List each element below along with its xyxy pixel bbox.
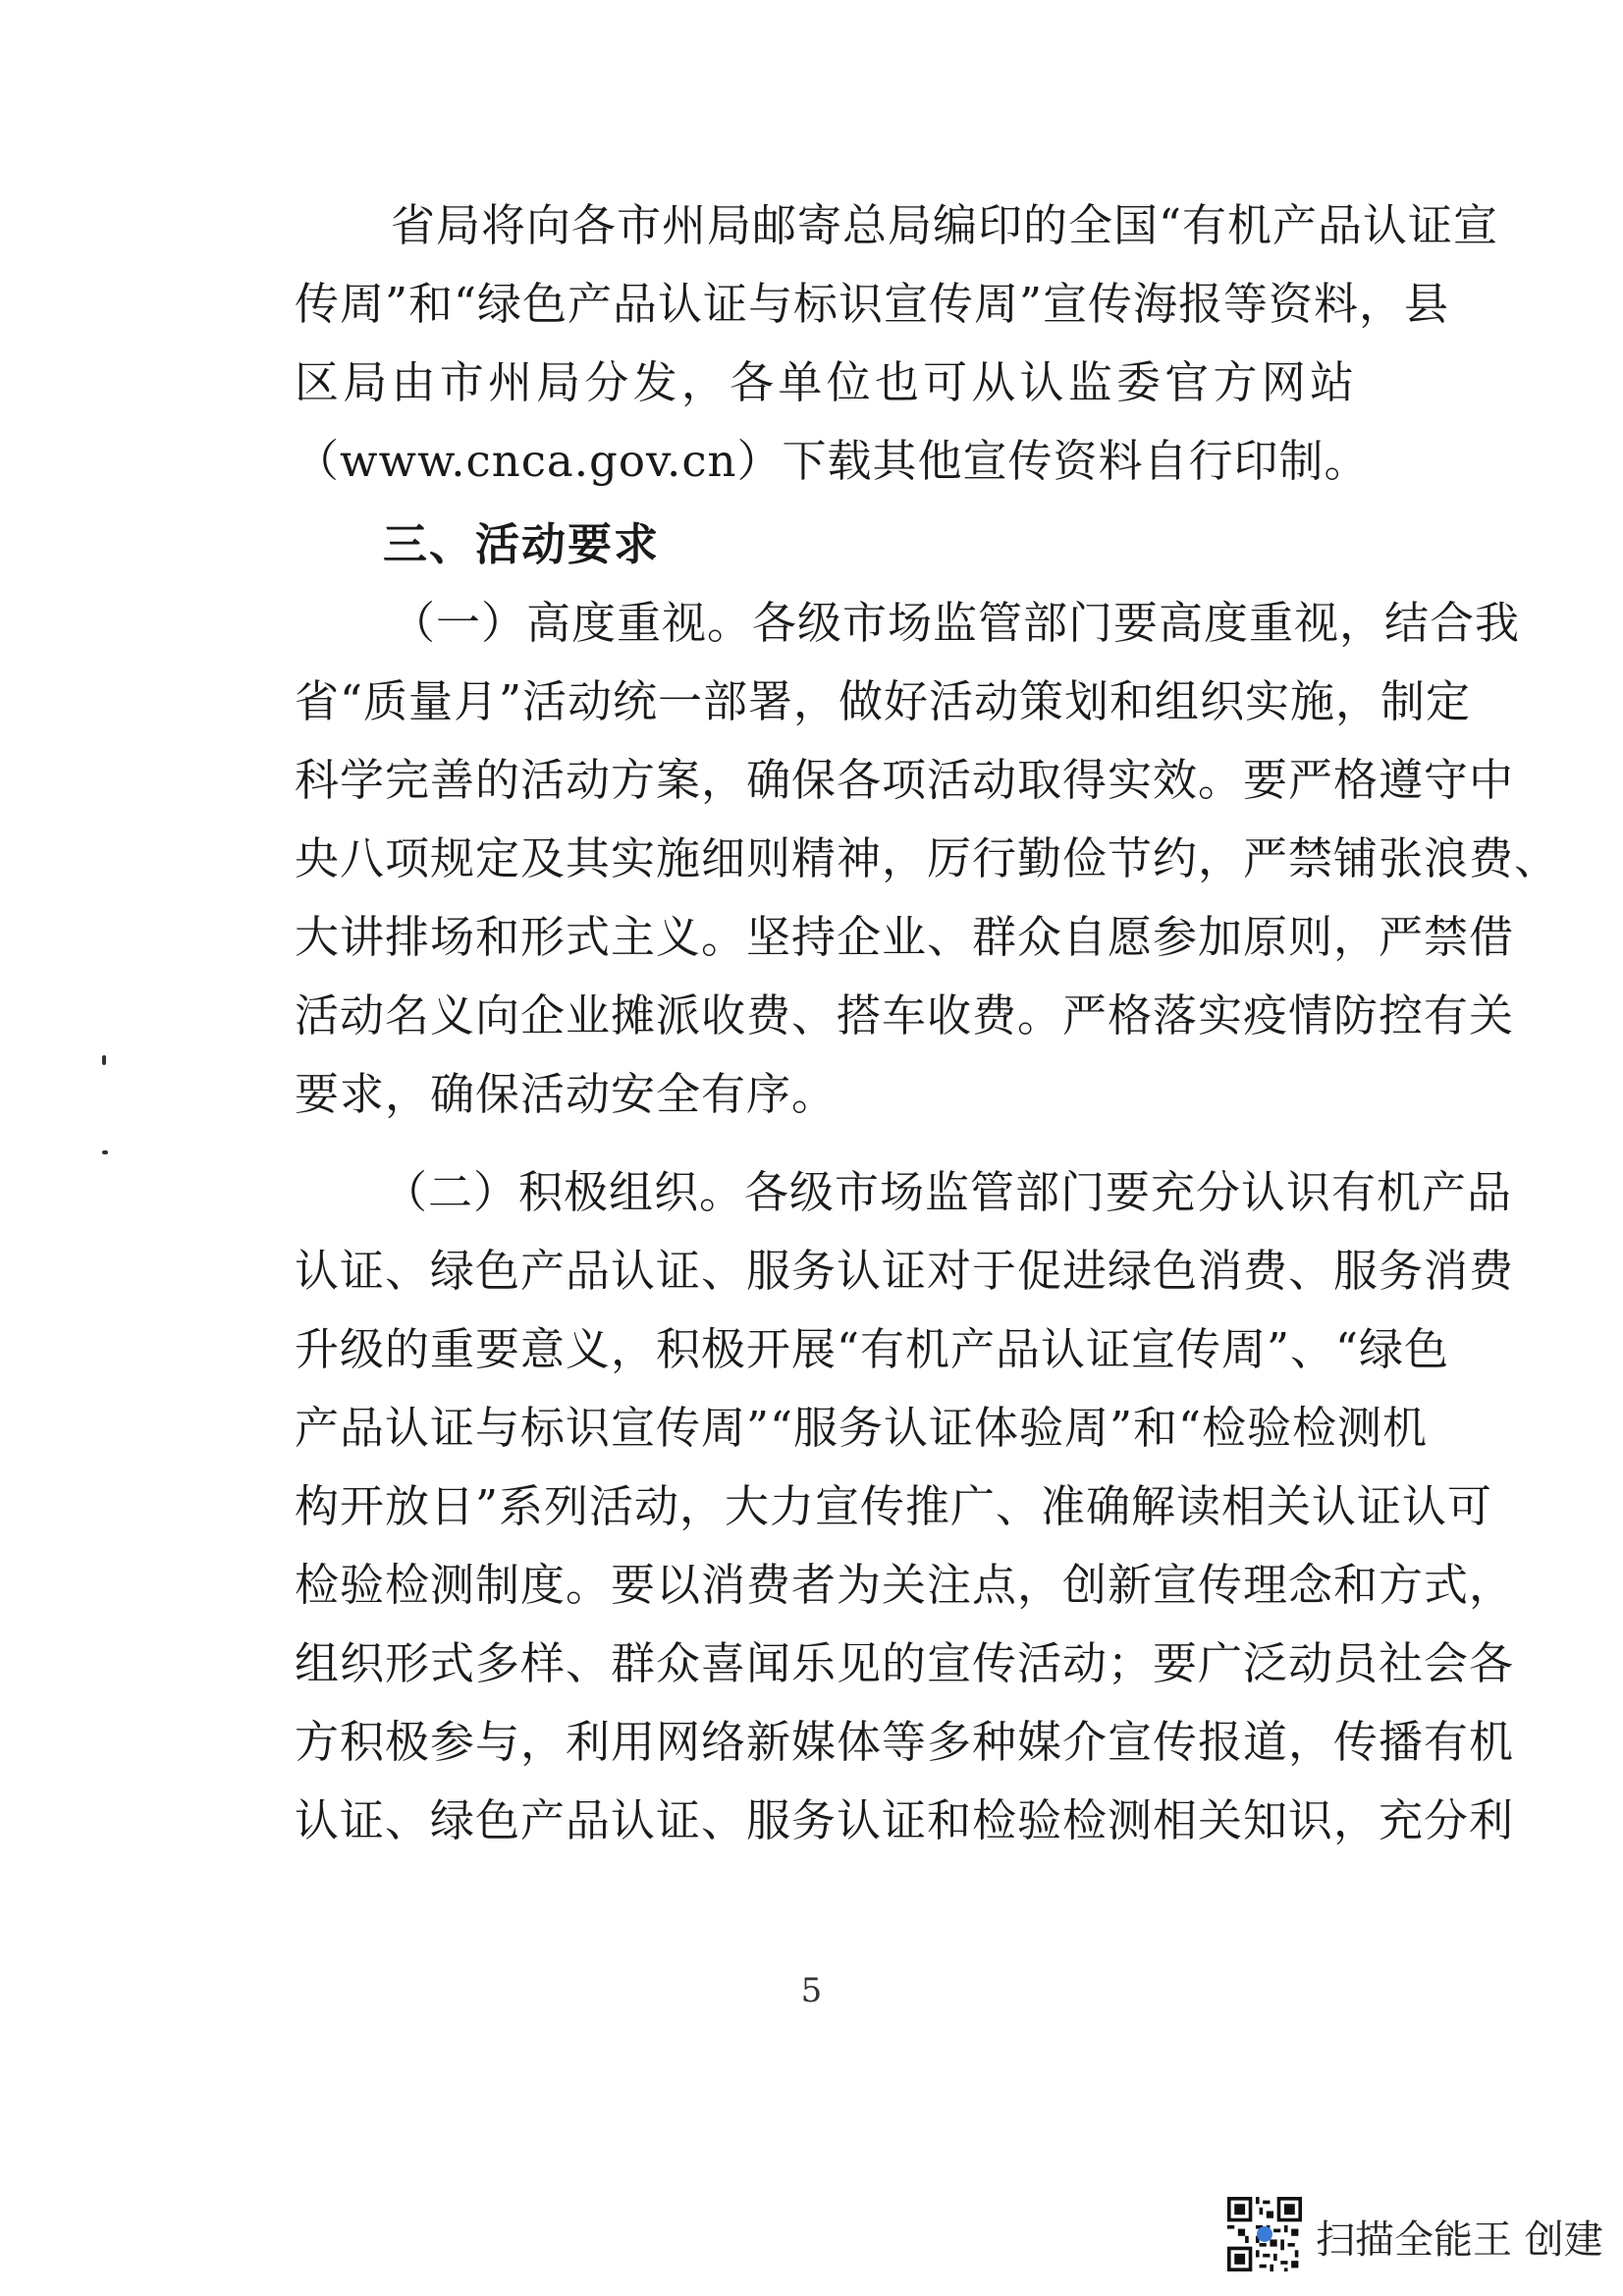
qr-code-icon (1227, 2197, 1302, 2271)
section-heading: 三、活动要求 (383, 518, 661, 570)
scan-speck (102, 1055, 106, 1065)
subsection-2-line: 检验检测制度。要以消费者为关注点，创新宣传理念和方式， (295, 1559, 1515, 1611)
subsection-1-line: 央八项规定及其实施细则精神，厉行勤俭节约，严禁铺张浪费、 (295, 832, 1560, 884)
subsection-2-line: 方积极参与，利用网络新媒体等多种媒介宣传报道，传播有机 (295, 1716, 1515, 1768)
paragraph-line: （www.cnca.gov.cn）下载其他宣传资料自行印制。 (295, 435, 1370, 487)
subsection-2-line: （二）积极组织。各级市场监管部门要充分认识有机产品 (383, 1166, 1513, 1218)
subsection-1-line: 要求，确保活动安全有序。 (295, 1068, 838, 1120)
subsection-2-line: 产品认证与标识宣传周”“服务认证体验周”和“检验检测机 (295, 1402, 1429, 1454)
scanner-label: 扫描全能王 创建 (1316, 2217, 1603, 2263)
scan-speck (102, 1150, 108, 1154)
paragraph-line: 省局将向各市州局邮寄总局编印的全国“有机产品认证宣 (391, 199, 1499, 251)
subsection-1-line: （一）高度重视。各级市场监管部门要高度重视，结合我 (391, 597, 1521, 649)
page-number: 5 (800, 1971, 823, 2010)
subsection-1-line: 科学完善的活动方案，确保各项活动取得实效。要严格遵守中 (295, 754, 1515, 806)
paragraph-line: 传周”和“绿色产品认证与标识宣传周”宣传海报等资料，县 (295, 278, 1450, 330)
subsection-2-line: 认证、绿色产品认证、服务认证和检验检测相关知识，充分利 (295, 1794, 1515, 1846)
subsection-1-line: 省“质量月”活动统一部署，做好活动策划和组织实施，制定 (295, 675, 1472, 727)
subsection-2-line: 组织形式多样、群众喜闻乐见的宣传活动；要广泛动员社会各 (295, 1637, 1515, 1689)
scanner-watermark (1227, 2197, 1620, 2275)
subsection-2-line: 认证、绿色产品认证、服务认证对于促进绿色消费、服务消费 (295, 1245, 1515, 1297)
subsection-1-line: 大讲排场和形式主义。坚持企业、群众自愿参加原则，严禁借 (295, 911, 1515, 963)
subsection-2-line: 构开放日”系列活动，大力宣传推广、准确解读相关认证认可 (295, 1480, 1493, 1532)
paragraph-line: 区局由市州局分发，各单位也可从认监委官方网站 (295, 356, 1355, 408)
subsection-1-line: 活动名义向企业摊派收费、搭车收费。严格落实疫情防控有关 (295, 989, 1515, 1041)
subsection-2-line: 升级的重要意义，积极开展“有机产品认证宣传周”、“绿色 (295, 1323, 1450, 1375)
